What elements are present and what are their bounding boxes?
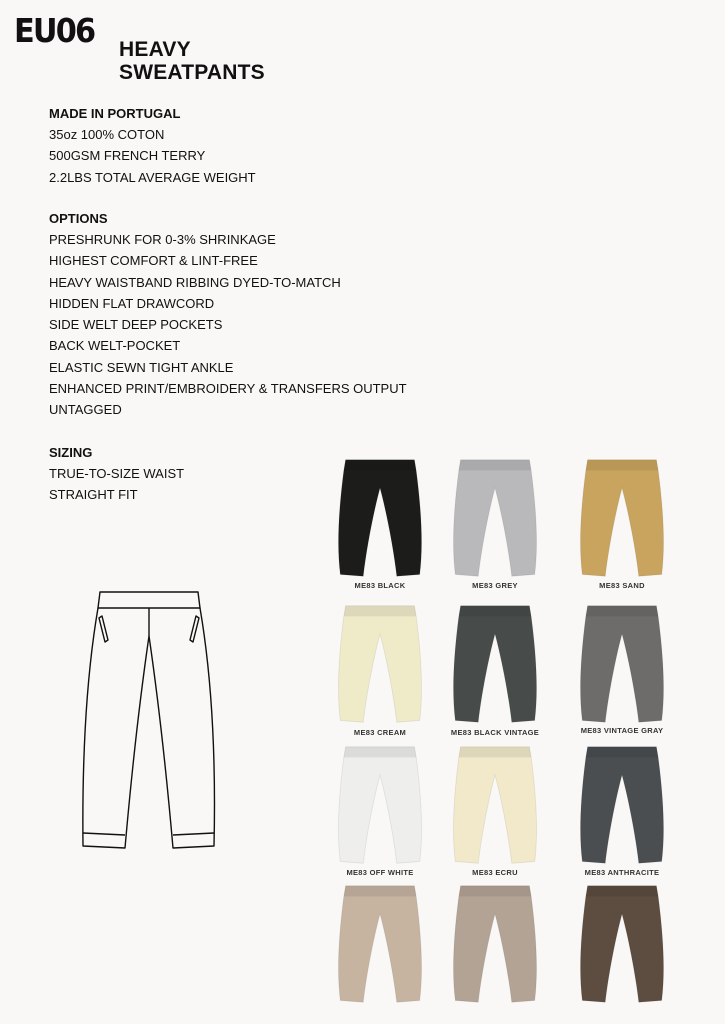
color-swatch bbox=[440, 604, 550, 744]
spec-item: TRUE-TO-SIZE WAIST bbox=[49, 466, 185, 481]
color-swatch bbox=[567, 745, 677, 885]
sweatpants-swatch-icon bbox=[440, 458, 550, 578]
swatch-label: ME83 SAND bbox=[599, 581, 645, 590]
color-swatch bbox=[567, 884, 677, 1024]
color-swatch bbox=[440, 745, 550, 885]
spec-item: HIDDEN FLAT DRAWCORD bbox=[49, 295, 215, 311]
sweatpants-swatch-icon bbox=[567, 458, 677, 578]
spec-item: STRAIGHT FIT bbox=[49, 487, 138, 503]
spec-item: BACK WELT-POCKET bbox=[49, 338, 181, 354]
spec-item: HEAVY WAISTBAND RIBBING DYED-TO-MATCH bbox=[49, 274, 341, 290]
color-swatch bbox=[325, 745, 435, 885]
section-heading: MADE IN PORTUGAL bbox=[49, 106, 181, 121]
sweatpants-swatch-icon bbox=[325, 458, 435, 578]
swatch-label: ME83 ANTHRACITE bbox=[584, 868, 660, 877]
sweatpants-flat-sketch bbox=[80, 588, 220, 860]
color-swatch bbox=[440, 884, 550, 1024]
section-heading: OPTIONS bbox=[49, 211, 108, 226]
sweatpants-swatch-icon bbox=[325, 745, 435, 865]
color-swatch bbox=[567, 604, 677, 744]
brand-code: EU06 bbox=[14, 11, 95, 50]
options-section bbox=[49, 208, 469, 421]
product-title bbox=[119, 38, 265, 84]
made-in-section bbox=[49, 103, 469, 188]
sweatpants-swatch-icon bbox=[440, 884, 550, 1004]
spec-item: SIDE WELT DEEP POCKETS bbox=[49, 317, 223, 333]
swatch-label: ME83 ECRU bbox=[472, 868, 518, 877]
title-line-2: SWEATPANTS bbox=[119, 61, 265, 84]
color-swatch bbox=[325, 604, 435, 744]
spec-item: ELASTIC SEWN TIGHT ANKLE bbox=[49, 359, 234, 375]
swatch-label: ME83 CREAM bbox=[353, 728, 407, 737]
color-swatch bbox=[440, 458, 550, 598]
color-swatch bbox=[325, 884, 435, 1024]
spec-item: PRESHRUNK FOR 0-3% SHRINKAGE bbox=[49, 232, 276, 247]
sweatpants-swatch-icon bbox=[325, 604, 435, 724]
spec-item: 35oz 100% COTON bbox=[49, 127, 165, 142]
spec-item: 2.2LBS TOTAL AVERAGE WEIGHT bbox=[49, 169, 256, 185]
spec-item: HIGHEST COMFORT & LINT-FREE bbox=[49, 253, 258, 269]
sweatpants-swatch-icon bbox=[440, 604, 550, 724]
swatch-label: ME83 OFF WHITE bbox=[346, 868, 414, 877]
spec-item: ENHANCED PRINT/EMBROIDERY & TRANSFERS OUTPUT bbox=[49, 381, 407, 397]
sweatpants-swatch-icon bbox=[325, 884, 435, 1004]
color-swatch bbox=[567, 458, 677, 598]
spec-item: UNTAGGED bbox=[49, 402, 122, 418]
spec-item: 500GSM FRENCH TERRY bbox=[49, 148, 206, 164]
section-heading: SIZING bbox=[49, 445, 93, 460]
sweatpants-swatch-icon bbox=[567, 745, 677, 865]
title-line-1: HEAVY bbox=[119, 38, 191, 61]
sweatpants-swatch-icon bbox=[440, 745, 550, 865]
swatch-label: ME83 BLACK bbox=[354, 581, 406, 590]
color-swatch bbox=[325, 458, 435, 598]
swatch-label: ME83 VINTAGE GRAY bbox=[580, 726, 664, 735]
sweatpants-swatch-icon bbox=[567, 884, 677, 1004]
swatch-label: ME83 GREY bbox=[472, 581, 518, 590]
swatch-label: ME83 BLACK VINTAGE bbox=[450, 728, 540, 737]
sweatpants-swatch-icon bbox=[567, 604, 677, 724]
